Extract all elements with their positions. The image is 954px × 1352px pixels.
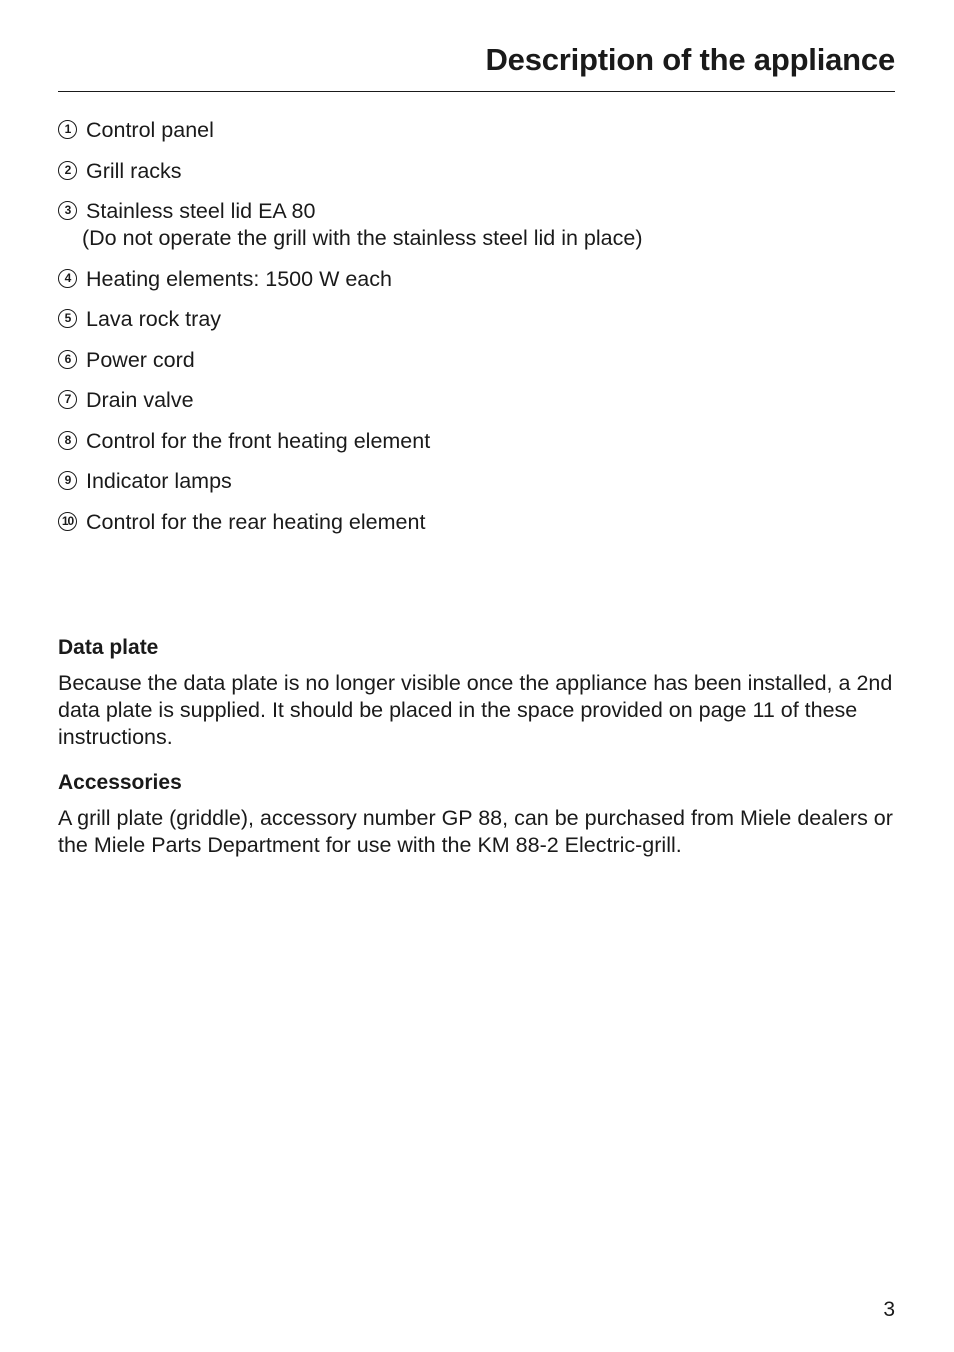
legend-item-heating-elements [58, 266, 895, 293]
legend-number-badge: 6 [58, 350, 77, 369]
legend-item-lava-rock-tray [58, 306, 895, 333]
data-plate-heading: Data plate [58, 636, 159, 659]
legend-number-badge: 3 [58, 201, 77, 220]
legend-item-label: Drain valve [86, 388, 194, 412]
page-number: 3 [883, 1298, 895, 1321]
legend-item-label: Control panel [86, 118, 214, 142]
legend-item-stainless-steel-lid [58, 198, 895, 252]
appliance-parts-legend [58, 117, 895, 549]
legend-number-badge: 8 [58, 431, 77, 450]
legend-item-control-panel [58, 117, 895, 144]
accessories-heading: Accessories [58, 771, 182, 794]
legend-number-badge: 10 [58, 512, 77, 531]
legend-item-label: Heating elements: 1500 W each [86, 266, 392, 291]
legend-number-badge: 4 [58, 269, 77, 288]
legend-number-badge: 7 [58, 390, 77, 409]
legend-item-label: Control for the rear heating element [86, 509, 426, 534]
legend-item-label: Indicator lamps [86, 469, 232, 493]
legend-item-power-cord [58, 347, 895, 374]
page-title: Description of the appliance [485, 42, 895, 77]
legend-item-indicator-lamps [58, 468, 895, 495]
page-header [58, 40, 895, 92]
legend-number-badge: 9 [58, 471, 77, 490]
legend-number-badge: 5 [58, 309, 77, 328]
legend-number-badge: 2 [58, 161, 77, 180]
legend-item-grill-racks [58, 158, 895, 185]
data-plate-text: Because the data plate is no longer visible once the appliance has been installed, a 2nd data plate is supplied. It should be placed in the space provided on page 11 of these instructions. [58, 671, 893, 749]
legend-item-label: Power cord [86, 347, 195, 372]
accessories-section [58, 770, 895, 859]
legend-item-label: Stainless steel lid EA 80 [86, 199, 316, 223]
legend-item-label: Control for the front heating element [86, 428, 431, 453]
data-plate-section [58, 635, 895, 751]
legend-item-front-heating-control [58, 428, 895, 455]
legend-item-label: Grill racks [86, 158, 182, 183]
legend-item-note: (Do not operate the grill with the stainless steel lid in place) [82, 226, 643, 250]
legend-item-drain-valve [58, 387, 895, 414]
legend-item-label: Lava rock tray [86, 307, 222, 331]
legend-item-rear-heating-control [58, 509, 895, 536]
accessories-text: A grill plate (griddle), accessory number GP 88, can be purchased from Miele dealers or the Miele Parts Department for use with the KM 88-2 Electric-grill. [58, 806, 893, 857]
legend-number-badge: 1 [58, 120, 77, 139]
